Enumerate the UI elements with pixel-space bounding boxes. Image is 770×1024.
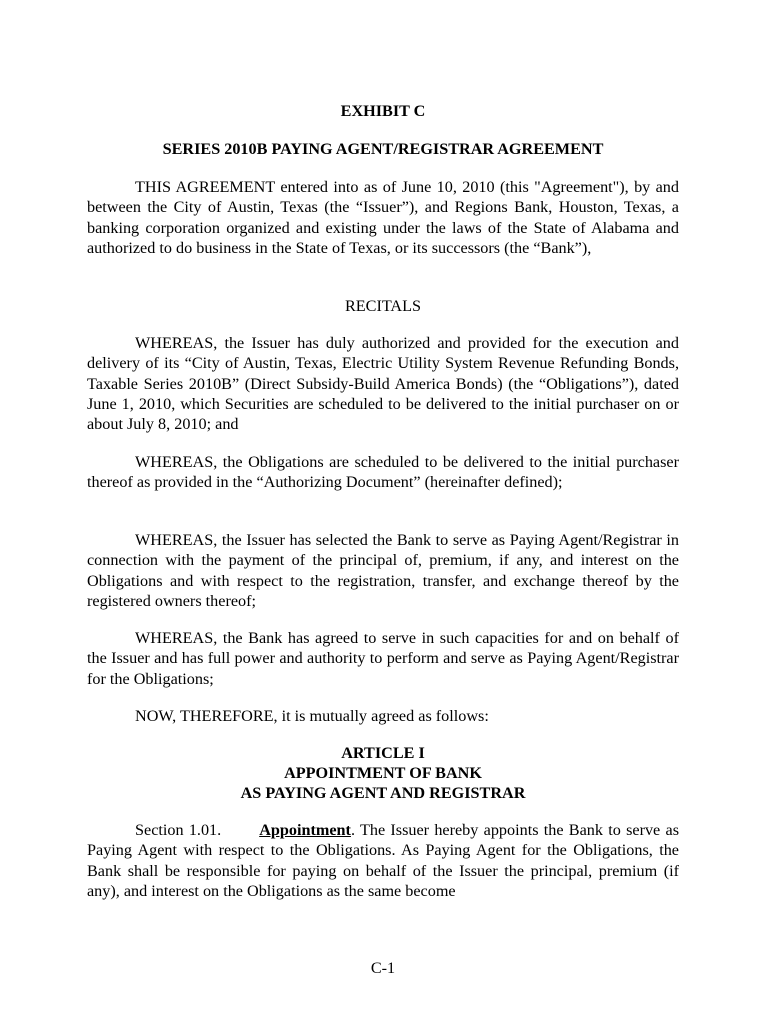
whereas-text-1: WHEREAS, the Issuer has duly authorized and provided for the execution and delivery of its “City of Austin, Texas, Electric Utility System Revenue Refunding Bonds, Taxable Series 2010B” (Direct Subsidy-Build America Bonds) (the “Obligations”), dated June 1, 2010, which Securities are scheduled to be delivered to the initial purchaser on or about July 8, 2010; and (87, 334, 679, 434)
article-heading-line-3: AS PAYING AGENT AND REGISTRAR (240, 784, 526, 802)
intro-paragraph (87, 177, 679, 258)
section-title: Appointment (259, 821, 351, 839)
whereas-paragraph-1 (87, 333, 679, 434)
exhibit-title: EXHIBIT C (340, 102, 426, 120)
whereas-paragraph-4 (87, 628, 679, 689)
article-heading-line-1: ARTICLE I (341, 744, 425, 762)
whereas-paragraph-3 (87, 530, 679, 611)
intro-text: THIS AGREEMENT entered into as of June 10, 2010 (this "Agreement"), by and between the City of Austin, Texas (the “Issuer”), and Regions Bank, Houston, Texas, a banking corporation organized and existing under the laws of the State of Alabama and authorized to do business in the State of Texas, or its successors (the “Bank”), (87, 178, 679, 257)
now-therefore-paragraph (87, 706, 679, 726)
whereas-text-3: WHEREAS, the Issuer has selected the Bank to serve as Paying Agent/Registrar in connection with the payment of the principal of, premium, if any, and interest on the Obligations and with respect to the registration, transfer, and exchange thereof by the registered owners thereof; (87, 531, 679, 610)
recitals-heading: RECITALS (344, 297, 422, 315)
section-text: . The Issuer hereby appoints the Bank to serve as Paying Agent with respect to the Obligations. As Paying Agent for the Obligations, the Bank shall be responsible for paying on behalf of the Issuer the principal, premium (if any), and interest on the Obligations as the same become (87, 821, 679, 900)
whereas-text-2: WHEREAS, the Obligations are scheduled to be delivered to the initial purchaser thereof as provided in the “Authorizing Document” (hereinafter defined); (87, 453, 679, 492)
whereas-text-4: WHEREAS, the Bank has agreed to serve in such capacities for and on behalf of the Issuer and has full power and authority to perform and serve as Paying Agent/Registrar for the Obligations; (87, 629, 679, 688)
whereas-paragraph-2 (87, 452, 679, 493)
section-1-01-paragraph (87, 820, 679, 901)
article-heading-line-2: APPOINTMENT OF BANK (284, 764, 482, 782)
now-therefore-text: NOW, THEREFORE, it is mutually agreed as follows: (135, 707, 489, 725)
section-number: Section 1.01. (135, 821, 222, 839)
agreement-title: SERIES 2010B PAYING AGENT/REGISTRAR AGREEMENT (162, 140, 604, 158)
page-number: C-1 (370, 959, 396, 977)
